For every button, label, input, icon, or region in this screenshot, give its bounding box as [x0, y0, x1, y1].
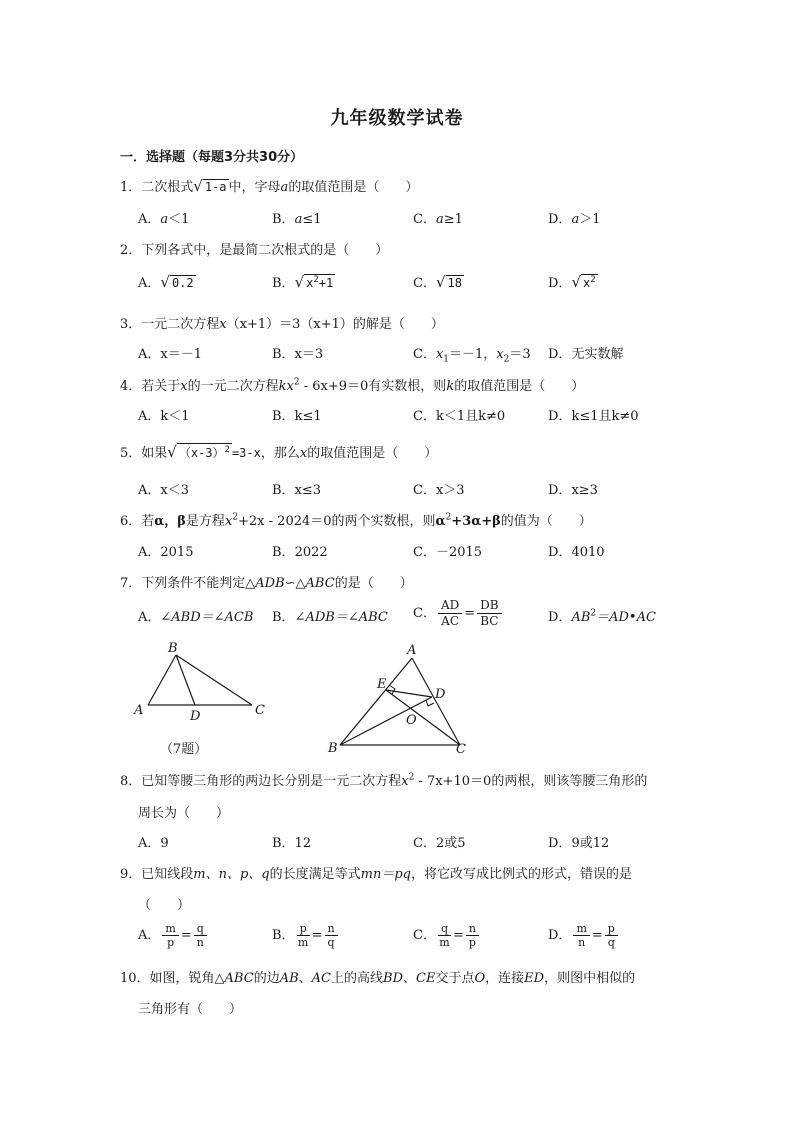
sqrt-icon: √ — [294, 273, 305, 291]
q4-option-a[interactable]: A．k＜1 — [138, 409, 190, 424]
question-1: 1．二次根式√ 1-a 中，字母a的取值范围是（ ） — [120, 177, 419, 195]
section-heading: 一．选择题（每题3分共30分） — [120, 150, 304, 165]
q2-option-d[interactable]: D．√ $x^2$ — [548, 273, 596, 291]
q9-option-d[interactable]: D． $\frac{m}{n}$ = $\frac{p}{q}$ — [548, 922, 620, 949]
q3-option-b[interactable]: B．x＝3 — [272, 347, 324, 362]
question-8: 8．已知等腰三角形的两边长分别是一元二次方程$x^2 - 7x+10=0$的两根，则该等腰三角形的 — [120, 772, 648, 789]
q8-option-d[interactable]: D．9或12 — [548, 836, 610, 851]
question-9: 9．已知线段m、n、p、q的长度满足等式mn＝pq，将它改写成比例式的形式，错误的是 — [120, 867, 632, 882]
sqrt-icon: √ — [571, 273, 581, 291]
q6-option-a[interactable]: A．2015 — [138, 545, 194, 560]
vertex-label: O — [406, 713, 417, 728]
vertex-label: C — [456, 742, 466, 757]
sqrt-icon: √ — [193, 177, 203, 195]
q7-option-b[interactable]: B．∠ADB＝∠ABC — [272, 610, 388, 625]
question-5: 5．如果√ $(x-3)^2 =3-x$，那么x的取值范围是（ ） — [120, 443, 438, 461]
question-7: 7．下列条件不能判定△ADB∽△ABC的是（ ） — [120, 576, 413, 591]
sqrt-icon: √ — [167, 443, 177, 461]
q3-option-a[interactable]: A．x＝－1 — [138, 347, 202, 362]
q8-option-a[interactable]: A．9 — [138, 836, 169, 851]
q9-option-a[interactable]: A． $\frac{m}{p}$ = $\frac{q}{n}$ — [138, 922, 209, 949]
q7-option-a[interactable]: A．∠ABD＝∠ACB — [138, 610, 254, 625]
q9-option-b[interactable]: B． $\frac{p}{m}$ = $\frac{n}{q}$ — [272, 922, 340, 949]
q4-option-c[interactable]: C．k＜1且k≠0 — [413, 409, 506, 424]
q1-option-a[interactable]: A．a＜1 — [138, 212, 190, 227]
q2-option-c[interactable]: C．√ 18 — [413, 273, 462, 291]
sqrt-icon: √ — [435, 273, 446, 291]
q9-option-c[interactable]: C． $\frac{q}{m}$ = $\frac{n}{p}$ — [413, 922, 481, 949]
q8-option-c[interactable]: C．2或5 — [413, 836, 466, 851]
q7-option-d[interactable]: D．$AB^2=AD•AC$ — [548, 608, 656, 625]
figure-7-triangle — [128, 638, 278, 728]
vertex-label: B — [328, 741, 338, 756]
q6-option-c[interactable]: C．－2015 — [413, 545, 483, 560]
q5-option-a[interactable]: A．x＜3 — [138, 483, 189, 498]
q1-option-d[interactable]: D．a＞1 — [548, 212, 601, 227]
sqrt-icon: √ — [160, 273, 170, 291]
q6-option-b[interactable]: B．2022 — [272, 545, 328, 560]
q1-option-c[interactable]: C．a≥1 — [413, 212, 463, 227]
figure-10-triangle — [320, 640, 480, 760]
question-10: 10．如图，锐角△ABC的边AB、AC上的高线BD、CE交于点O，连接ED，则图中相似的 — [120, 971, 636, 986]
vertex-label: D — [435, 687, 446, 702]
exam-title: 九年级数学试卷 — [330, 108, 464, 129]
radicand: 1-a — [204, 180, 227, 194]
question-4: 4．若关于x的一元二次方程$kx^2 - 6x+9=0$有实数根，则k的取值范围是（ ） — [120, 377, 585, 394]
question-10-line2: 三角形有（ ） — [138, 1002, 243, 1017]
q3-option-c[interactable]: C．$x_1=-1$，$x_2=3$ — [413, 347, 531, 365]
q2-option-a[interactable]: A．√ 0.2 — [138, 273, 194, 291]
question-2: 2．下列各式中，是最简二次根式的是（ ） — [120, 243, 389, 258]
q4-option-d[interactable]: D．k≤1且k≠0 — [548, 409, 639, 424]
q4-option-b[interactable]: B．k≤1 — [272, 409, 322, 424]
q7-option-c[interactable]: C． $\frac{AD}{AC}$ = $\frac{DB}{BC}$ — [413, 598, 504, 629]
q8-option-b[interactable]: B．12 — [272, 836, 312, 851]
question-6: 6．若α，β是方程$x^2+2x - 2024=0$的两个实数根，则$\alpha^2+3\alpha+\beta$的值为（ ） — [120, 512, 592, 529]
vertex-label: D — [190, 709, 201, 724]
figure-caption: （7题） — [160, 742, 208, 757]
q6-option-d[interactable]: D．4010 — [548, 545, 605, 560]
question-8-line2: 周长为（ ） — [138, 806, 230, 821]
vertex-label: A — [407, 643, 417, 658]
vertex-label: C — [255, 703, 265, 718]
q2-option-b[interactable]: B．√ $x^2+1$ — [272, 273, 334, 291]
q5-option-c[interactable]: C．x＞3 — [413, 483, 465, 498]
q5-option-b[interactable]: B．x≤3 — [272, 483, 322, 498]
q5-option-d[interactable]: D．x≥3 — [548, 483, 598, 498]
vertex-label: A — [134, 703, 144, 718]
question-3: 3．一元二次方程x（x+1）＝3（x+1）的解是（ ） — [120, 317, 444, 332]
question-9-line2: （ ） — [138, 898, 191, 913]
vertex-label: B — [168, 641, 178, 656]
q1-option-b[interactable]: B．a≤1 — [272, 212, 322, 227]
q3-option-d[interactable]: D．无实数解 — [548, 347, 624, 362]
vertex-label: E — [377, 677, 387, 692]
